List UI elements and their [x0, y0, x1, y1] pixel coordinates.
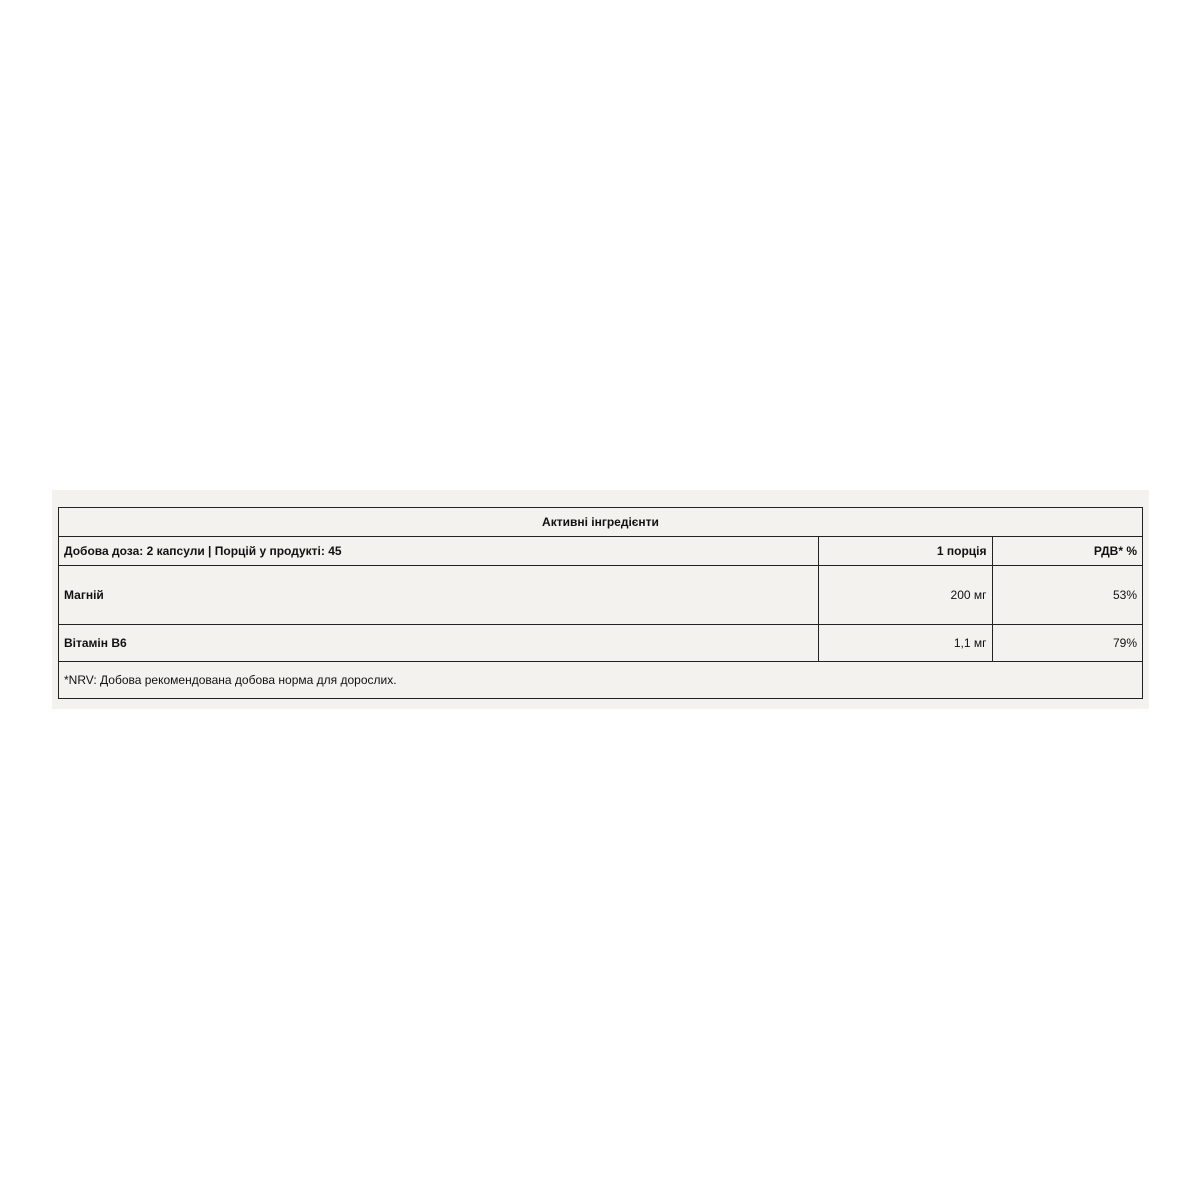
- daily-dose-header: Добова доза: 2 капсули | Порцій у продукті: 45: [59, 537, 819, 566]
- ingredient-rdv: 53%: [992, 566, 1142, 625]
- rdv-header: РДВ* %: [992, 537, 1142, 566]
- footnote-row: [59, 662, 1143, 699]
- table-title-row: [59, 508, 1143, 537]
- ingredient-name: Вітамін B6: [59, 625, 819, 662]
- ingredient-amount: 200 мг: [819, 566, 992, 625]
- table-row: [59, 625, 1143, 662]
- active-ingredients-table: [58, 507, 1143, 699]
- footnote: *NRV: Добова рекомендована добова норма для дорослих.: [59, 662, 1143, 699]
- table-title: Активні інгредієнти: [59, 508, 1143, 537]
- ingredient-name: Магній: [59, 566, 819, 625]
- ingredients-panel: [52, 490, 1149, 709]
- table-header-row: [59, 537, 1143, 566]
- ingredient-rdv: 79%: [992, 625, 1142, 662]
- ingredient-amount: 1,1 мг: [819, 625, 992, 662]
- portion-header: 1 порція: [819, 537, 992, 566]
- table-row: [59, 566, 1143, 625]
